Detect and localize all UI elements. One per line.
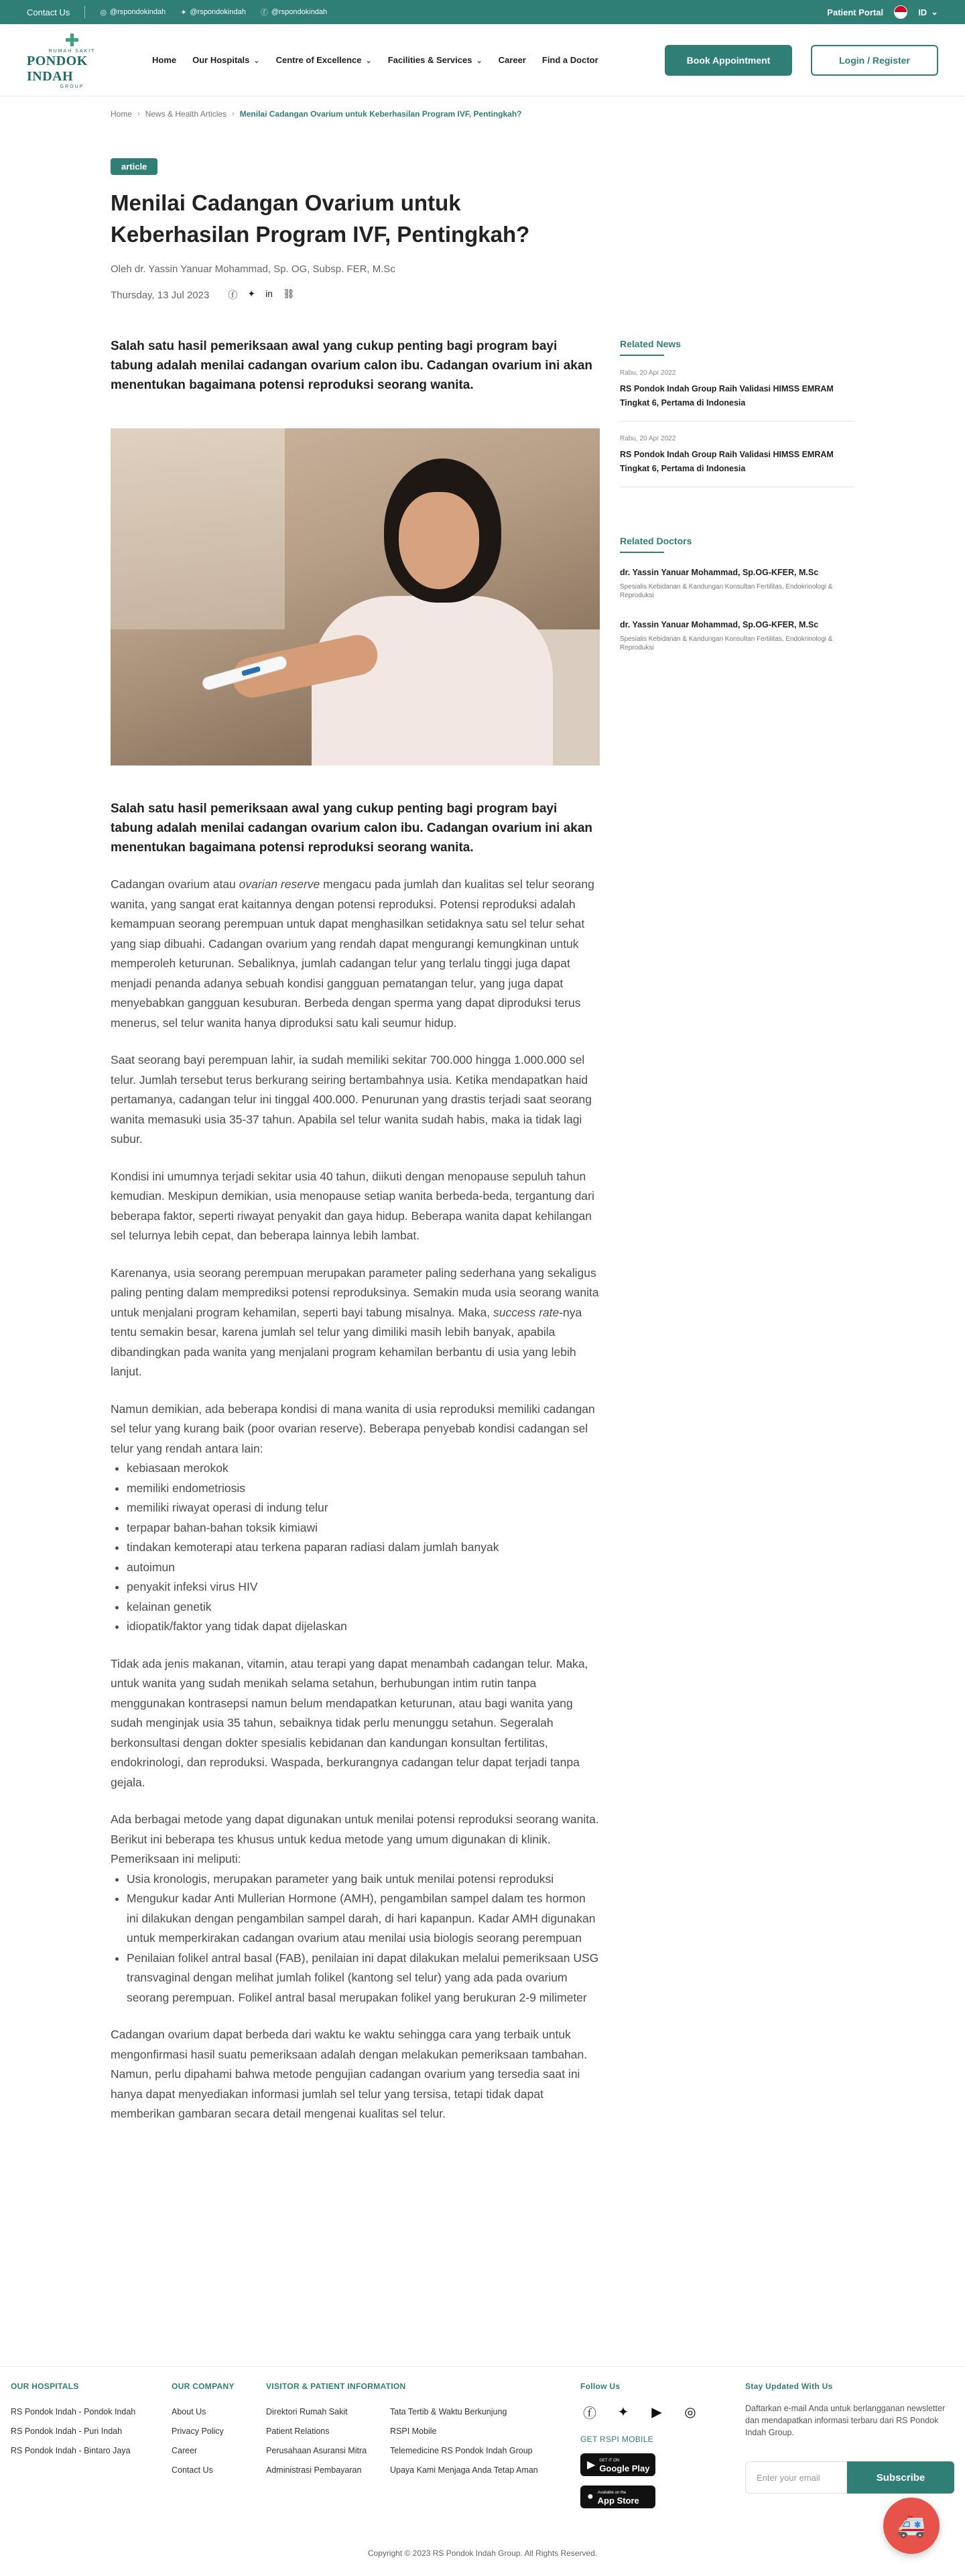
divider [84, 6, 85, 18]
related-news-item[interactable] [620, 422, 854, 487]
chevron-right-icon: › [137, 110, 140, 118]
instagram-icon[interactable]: ◎ [684, 2404, 696, 2420]
related-doctor-item[interactable] [620, 553, 854, 605]
login-register-button[interactable]: Login / Register [811, 45, 938, 76]
paragraph-2: Saat seorang bayi perempuan lahir, ia sudah memiliki sekitar 700.000 hingga 1.000.000 sel telur. Jumlah tersebut terus berkurang seiring bertambahnya usia. Ketika mendapatkan haid pertamanya, cadangan telur ini tinggal 400.000. Penurunan yang drastis terjadi saat seorang wanita memasuki usia 35-37 tahun. Apabila sel telur wanita sudah habis, maka ia tidak lagi subur. [111, 1053, 592, 1146]
list-item: • Mengukur kadar Anti Mullerian Hormone (AMH), pengambilan sampel dalam tes hormon ini dilakukan dengan pengambilan sampel darah, di hari kapanpun. Kadar AMH digunakan untuk memperkirakan cadangan ovarium atau menilai usia biologis seorang perempuan [127, 1889, 600, 1949]
breadcrumb-section[interactable]: News & Health Articles [145, 109, 227, 119]
footer-follow [580, 2382, 700, 2508]
footer-social-row [580, 2402, 700, 2421]
nav-our-hospitals-label: Our Hospitals [192, 55, 250, 65]
logo-big-text: PONDOK INDAH [27, 53, 88, 84]
article-date: Thursday, 13 Jul 2023 [111, 289, 210, 301]
footer-link[interactable]: RS Pondok Indah - Pondok Indah [11, 2407, 136, 2416]
logo[interactable] [27, 29, 117, 89]
footer-follow-heading: Follow Us [580, 2382, 621, 2391]
paragraph-7: Ada berbagai metode yang dapat digunakan untuk menilai potensi reproduksi seorang wanita. Berikut ini beberapa tes khusus untuk kedua metode yang umum digunakan di klinik. Pemeriksaan ini meliputi: [111, 1813, 599, 1865]
footer-link[interactable]: Career [172, 2446, 198, 2455]
nav-our-hospitals[interactable] [192, 55, 259, 65]
list-item: • kebiasaan merokok [127, 1459, 600, 1479]
main-header [0, 24, 965, 97]
footer [0, 2366, 965, 2576]
contact-us-link[interactable]: Contact Us [27, 7, 70, 17]
top-bar [0, 0, 965, 24]
footer-link[interactable]: Privacy Policy [172, 2427, 224, 2436]
twitter-handle: @rspondokindah [190, 8, 246, 16]
language-selector[interactable] [918, 7, 938, 17]
twitter-icon: ✦ [180, 8, 187, 17]
logo-small-text: RUMAH SAKIT [48, 48, 96, 54]
chevron-down-icon: ⌄ [931, 7, 938, 17]
facebook-handle: @rspondokindah [271, 8, 328, 16]
footer-hospitals-heading: OUR HOSPITALS [11, 2382, 79, 2391]
news-title: RS Pondok Indah Group Raih Validasi HIMSS EMRAM Tingkat 6, Pertama di Indonesia [620, 450, 834, 473]
paragraph-3: Kondisi ini umumnya terjadi sekitar usia 40 tahun, diikuti dengan menopause sepuluh tahun kemudian. Meskipun demikian, usia menopause setiap wanita berbeda-beda, tergantung dari beberapa faktor, seperti riwayat penyakit dan gaya hidup. Beberapa wanita dapat kehilangan sel telurnya lebih cepat, dan beberapa lainnya lebih lambat. [111, 1169, 594, 1242]
breadcrumb-current: Menilai Cadangan Ovarium untuk Keberhasilan Program IVF, Pentingkah? [239, 109, 522, 119]
footer-link[interactable]: Upaya Kami Menjaga Anda Tetap Aman [390, 2465, 538, 2475]
footer-link[interactable]: Perusahaan Asuransi Mitra [266, 2446, 367, 2455]
footer-company [172, 2382, 235, 2480]
list-item: • kelainan genetik [127, 1597, 600, 1617]
article-tag: article [111, 158, 157, 175]
nav-facilities-services[interactable] [388, 55, 482, 65]
news-date: Rabu, 20 Apr 2022 [620, 369, 676, 377]
footer-company-heading: OUR COMPANY [172, 2382, 235, 2391]
paragraph-6: Tidak ada jenis makanan, vitamin, atau terapi yang dapat menambah cadangan telur. Maka, untuk wanita yang sudah menikah selama setahun, berhubungan intim rutin tanpa menggunakan kontrasepsi namun belum mendapatkan keturunan, atau bagi wanita yang sudah menginjak usia 35 tahun, sebaiknya tidak perlu menunggu setahun. Segeralah berkonsultasi dengan dokter spesialis kebidanan dan kandungan konsultan fertilitas, endokrinologi, dan reproduksi. Waspada, berkurangnya cadangan telur dapat terjadi tanpa gejala. [111, 1656, 588, 1789]
doctor-specialty: Spesialis Kebidanan & Kandungan Konsultan Fertilitas, Endokrinologi & Reproduksi [620, 583, 833, 599]
footer-link[interactable]: RS Pondok Indah - Puri Indah [11, 2427, 123, 2436]
footer-visitor-info [266, 2382, 568, 2480]
related-news-heading: Related News [620, 339, 854, 356]
news-date: Rabu, 20 Apr 2022 [620, 435, 676, 442]
indonesia-flag-icon [894, 5, 907, 19]
article-meta [111, 288, 600, 302]
logo-cross-icon: ✚ [64, 29, 80, 50]
newsletter-text: Daftarkan e-mail Anda untuk berlangganan newsletter dan mendapatkan informasi terbaru dari RS Pondok Indah Group. [745, 2404, 946, 2437]
copyright: Copyright © 2023 RS Pondok Indah Group. All Rights Reserved. [367, 2549, 598, 2558]
methods-list [111, 1869, 600, 2008]
nav-career[interactable]: Career [498, 55, 526, 65]
list-item: • Usia kronologis, merupakan parameter yang baik untuk menilai potensi reproduksi [127, 1869, 600, 1890]
news-title: RS Pondok Indah Group Raih Validasi HIMSS EMRAM Tingkat 6, Pertama di Indonesia [620, 384, 834, 408]
chevron-down-icon: ⌄ [476, 57, 482, 65]
paragraph-4: Karenanya, usia seorang perempuan merupakan parameter paling sederhana yang sekaligus paling penting dalam memprediksi potensi reproduksinya. Semakin muda usia seorang wanita untuk menjalani program kehamilan, seperti bayi tabung misalnya. Maka, success rate-nya tentu semakin besar, karena jumlah sel telur yang dimiliki masih lebih banyak, apabila dibandingkan pada wanita yang menjalani program kehamilan berbantu di usia yang lebih lanjut. [111, 1266, 599, 1378]
list-item: • autoimun [127, 1558, 600, 1578]
footer-link[interactable]: RS Pondok Indah - Bintaro Jaya [11, 2446, 131, 2455]
nav-facilities-label: Facilities & Services [387, 55, 472, 65]
app-store-badge[interactable] [580, 2486, 655, 2508]
youtube-icon[interactable]: ▶ [651, 2404, 662, 2420]
footer-link[interactable]: Contact Us [172, 2465, 213, 2475]
google-play-badge[interactable] [580, 2453, 655, 2476]
footer-hospitals [11, 2382, 135, 2461]
app-store-small: Available on the [597, 2491, 627, 2495]
chevron-down-icon: ⌄ [253, 57, 260, 65]
instagram-icon: ◎ [100, 8, 107, 17]
chevron-down-icon: ⌄ [365, 57, 372, 65]
main-nav [152, 55, 598, 65]
apple-icon: ● [587, 2491, 594, 2502]
copy-link-icon[interactable]: ⛓ [282, 288, 295, 299]
list-item: • idiopatik/faktor yang tidak dapat dijelaskan [127, 1617, 600, 1637]
related-doctors-heading: Related Doctors [620, 536, 854, 553]
facebook-link[interactable] [261, 7, 327, 17]
app-store-big: App Store [597, 2496, 639, 2506]
footer-link[interactable]: About Us [172, 2407, 206, 2416]
book-appointment-button[interactable]: Book Appointment [665, 45, 792, 76]
facebook-share-icon[interactable]: ⓕ [228, 290, 238, 300]
nav-centre-of-excellence[interactable] [276, 55, 372, 65]
article-title: Menilai Cadangan Ovarium untuk Keberhasilan Program IVF, Pentingkah? [111, 190, 530, 247]
footer-link[interactable]: Telemedicine RS Pondok Indah Group [390, 2446, 533, 2455]
linkedin-share-icon[interactable]: in [265, 288, 273, 299]
list-item: • memiliki riwayat operasi di indung telur [127, 1498, 600, 1518]
ambulance-icon: 🚑 [897, 2513, 926, 2538]
chevron-right-icon: › [232, 110, 235, 118]
paragraph-5: Namun demikian, ada beberapa kondisi di mana wanita di usia reproduksi memiliki cadangan sel telur yang kurang baik (poor ovarian reserve). Beberapa penyebab kondisi cadangan sel telur yang rendah antara lain: [111, 1402, 595, 1455]
twitter-share-icon[interactable]: ✦ [247, 288, 256, 299]
related-doctor-item[interactable] [620, 605, 854, 658]
list-item: • tindakan kemoterapi atau terkena paparan radiasi dalam jumlah banyak [127, 1538, 600, 1558]
doctor-name: dr. Yassin Yanuar Mohammad, Sp.OG-KFER, M.Sc [620, 620, 819, 629]
patient-portal-link[interactable]: Patient Portal [827, 7, 884, 17]
instagram-link[interactable] [100, 8, 166, 17]
share-buttons [228, 288, 294, 302]
google-play-big: Google Play [599, 2463, 650, 2473]
language-label: ID [918, 7, 927, 17]
paragraph-1: Cadangan ovarium atau ovarian reserve mengacu pada jumlah dan kualitas sel telur seorang wanita, yang sangat erat kaitannya dengan potensi reproduksi. Potensi reproduksi adalah kemampuan seorang perempuan untuk dapat menghasilkan setidaknya satu sel telur sehat yang siap dibuahi. Cadangan ovarium yang rendah dapat mengurangi kemungkinan untuk memperoleh keturunan. Sebaliknya, jumlah cadangan telur yang terlalu tinggi juga dapat menjadi penanda adanya sebuah kondisi gangguan pematangan telur, yang juga dapat menyebabkan gangguan kesuburan. Berbeda dengan sperma yang dapat diproduksi terus menerus, sel telur wanita hanya diproduksi satu kali seumur hidup. [111, 877, 594, 1030]
logo-group-text: GROUP [60, 84, 84, 89]
article-lead: Salah satu hasil pemeriksaan awal yang cukup penting bagi program bayi tabung adalah menilai cadangan ovarium calon ibu. Cadangan ovarium ini akan menentukan bagaimana potensi reproduksi seorang wanita. [111, 339, 592, 392]
nav-centre-label: Centre of Excellence [275, 55, 362, 65]
list-item: • memiliki endometriosis [127, 1479, 600, 1499]
footer-visitor-heading: VISITOR & PATIENT INFORMATION [266, 2382, 406, 2391]
breadcrumb-home[interactable]: Home [111, 109, 133, 119]
newsletter-form [745, 2461, 954, 2494]
google-play-icon: ▶ [587, 2459, 596, 2471]
nav-find-a-doctor[interactable]: Find a Doctor [541, 55, 598, 65]
footer-link[interactable]: Tata Tertib & Waktu Berkunjung [390, 2407, 507, 2416]
article-lead-repeat: Salah satu hasil pemeriksaan awal yang cukup penting bagi program bayi tabung adalah menilai cadangan ovarium calon ibu. Cadangan ovarium ini akan menentukan bagaimana potensi reproduksi seorang wanita. [111, 802, 592, 855]
twitter-link[interactable] [180, 8, 246, 17]
article-hero-image [111, 428, 600, 765]
doctor-name: dr. Yassin Yanuar Mohammad, Sp.OG-KFER, M.Sc [620, 568, 819, 577]
newsletter-email-input[interactable]: Enter your email [745, 2461, 847, 2494]
subscribe-button[interactable]: Subscribe [847, 2461, 954, 2494]
sidebar [620, 339, 854, 658]
list-item: • terpapar bahan-bahan toksik kimiawi [127, 1518, 600, 1538]
footer-newsletter-heading: Stay Updated With Us [745, 2382, 833, 2391]
footer-link[interactable]: Patient Relations [266, 2427, 330, 2436]
causes-list [111, 1459, 600, 1637]
facebook-icon[interactable]: ⓕ [583, 2406, 596, 2421]
footer-newsletter [745, 2382, 954, 2494]
list-item: • Penilaian folikel antral basal (FAB), penilaian ini dapat dilakukan melalui pemeriksaan USG transvaginal dengan melihat jumlah folikel (kantong sel telur) yang ada pada ovarium seorang perempuan. Folikel antral basal merupakan folikel yang berukuran 2-9 milimeter [127, 1949, 600, 2008]
footer-link[interactable]: Direktori Rumah Sakit [266, 2407, 348, 2416]
footer-link[interactable]: Administrasi Pembayaran [266, 2465, 362, 2475]
paragraph-8: Cadangan ovarium dapat berbeda dari waktu ke waktu sehingga cara yang terbaik untuk mengonfirmasi hasil suatu pemeriksaan adalah dengan melakukan pemeriksaan tambahan. Namun, perlu dipahami bahwa metode pengujian cadangan ovarium yang tersedia saat ini hanya dapat menyediakan informasi jumlah sel telur yang tersisa, tetapi tidak dapat memberikan gambaran secara detail mengenai kualitas sel telur. [111, 2028, 588, 2120]
breadcrumb [111, 109, 522, 119]
article [111, 158, 600, 2124]
nav-home[interactable]: Home [152, 55, 177, 65]
twitter-icon[interactable]: ✦ [617, 2404, 629, 2420]
footer-link[interactable]: RSPI Mobile [390, 2427, 437, 2436]
emergency-ambulance-button[interactable] [883, 2498, 940, 2554]
list-item: • penyakit infeksi virus HIV [127, 1577, 600, 1597]
doctor-specialty: Spesialis Kebidanan & Kandungan Konsultan Fertilitas, Endokrinologi & Reproduksi [620, 635, 833, 652]
related-news-item[interactable] [620, 356, 854, 422]
facebook-icon: ⓕ [260, 9, 268, 17]
instagram-handle: @rspondokindah [109, 8, 166, 16]
footer-mobile-heading: GET RSPI MOBILE [580, 2435, 653, 2444]
article-author: Oleh dr. Yassin Yanuar Mohammad, Sp. OG, Subsp. FER, M.Sc [111, 263, 395, 275]
google-play-small: GET IT ON [599, 2459, 620, 2463]
